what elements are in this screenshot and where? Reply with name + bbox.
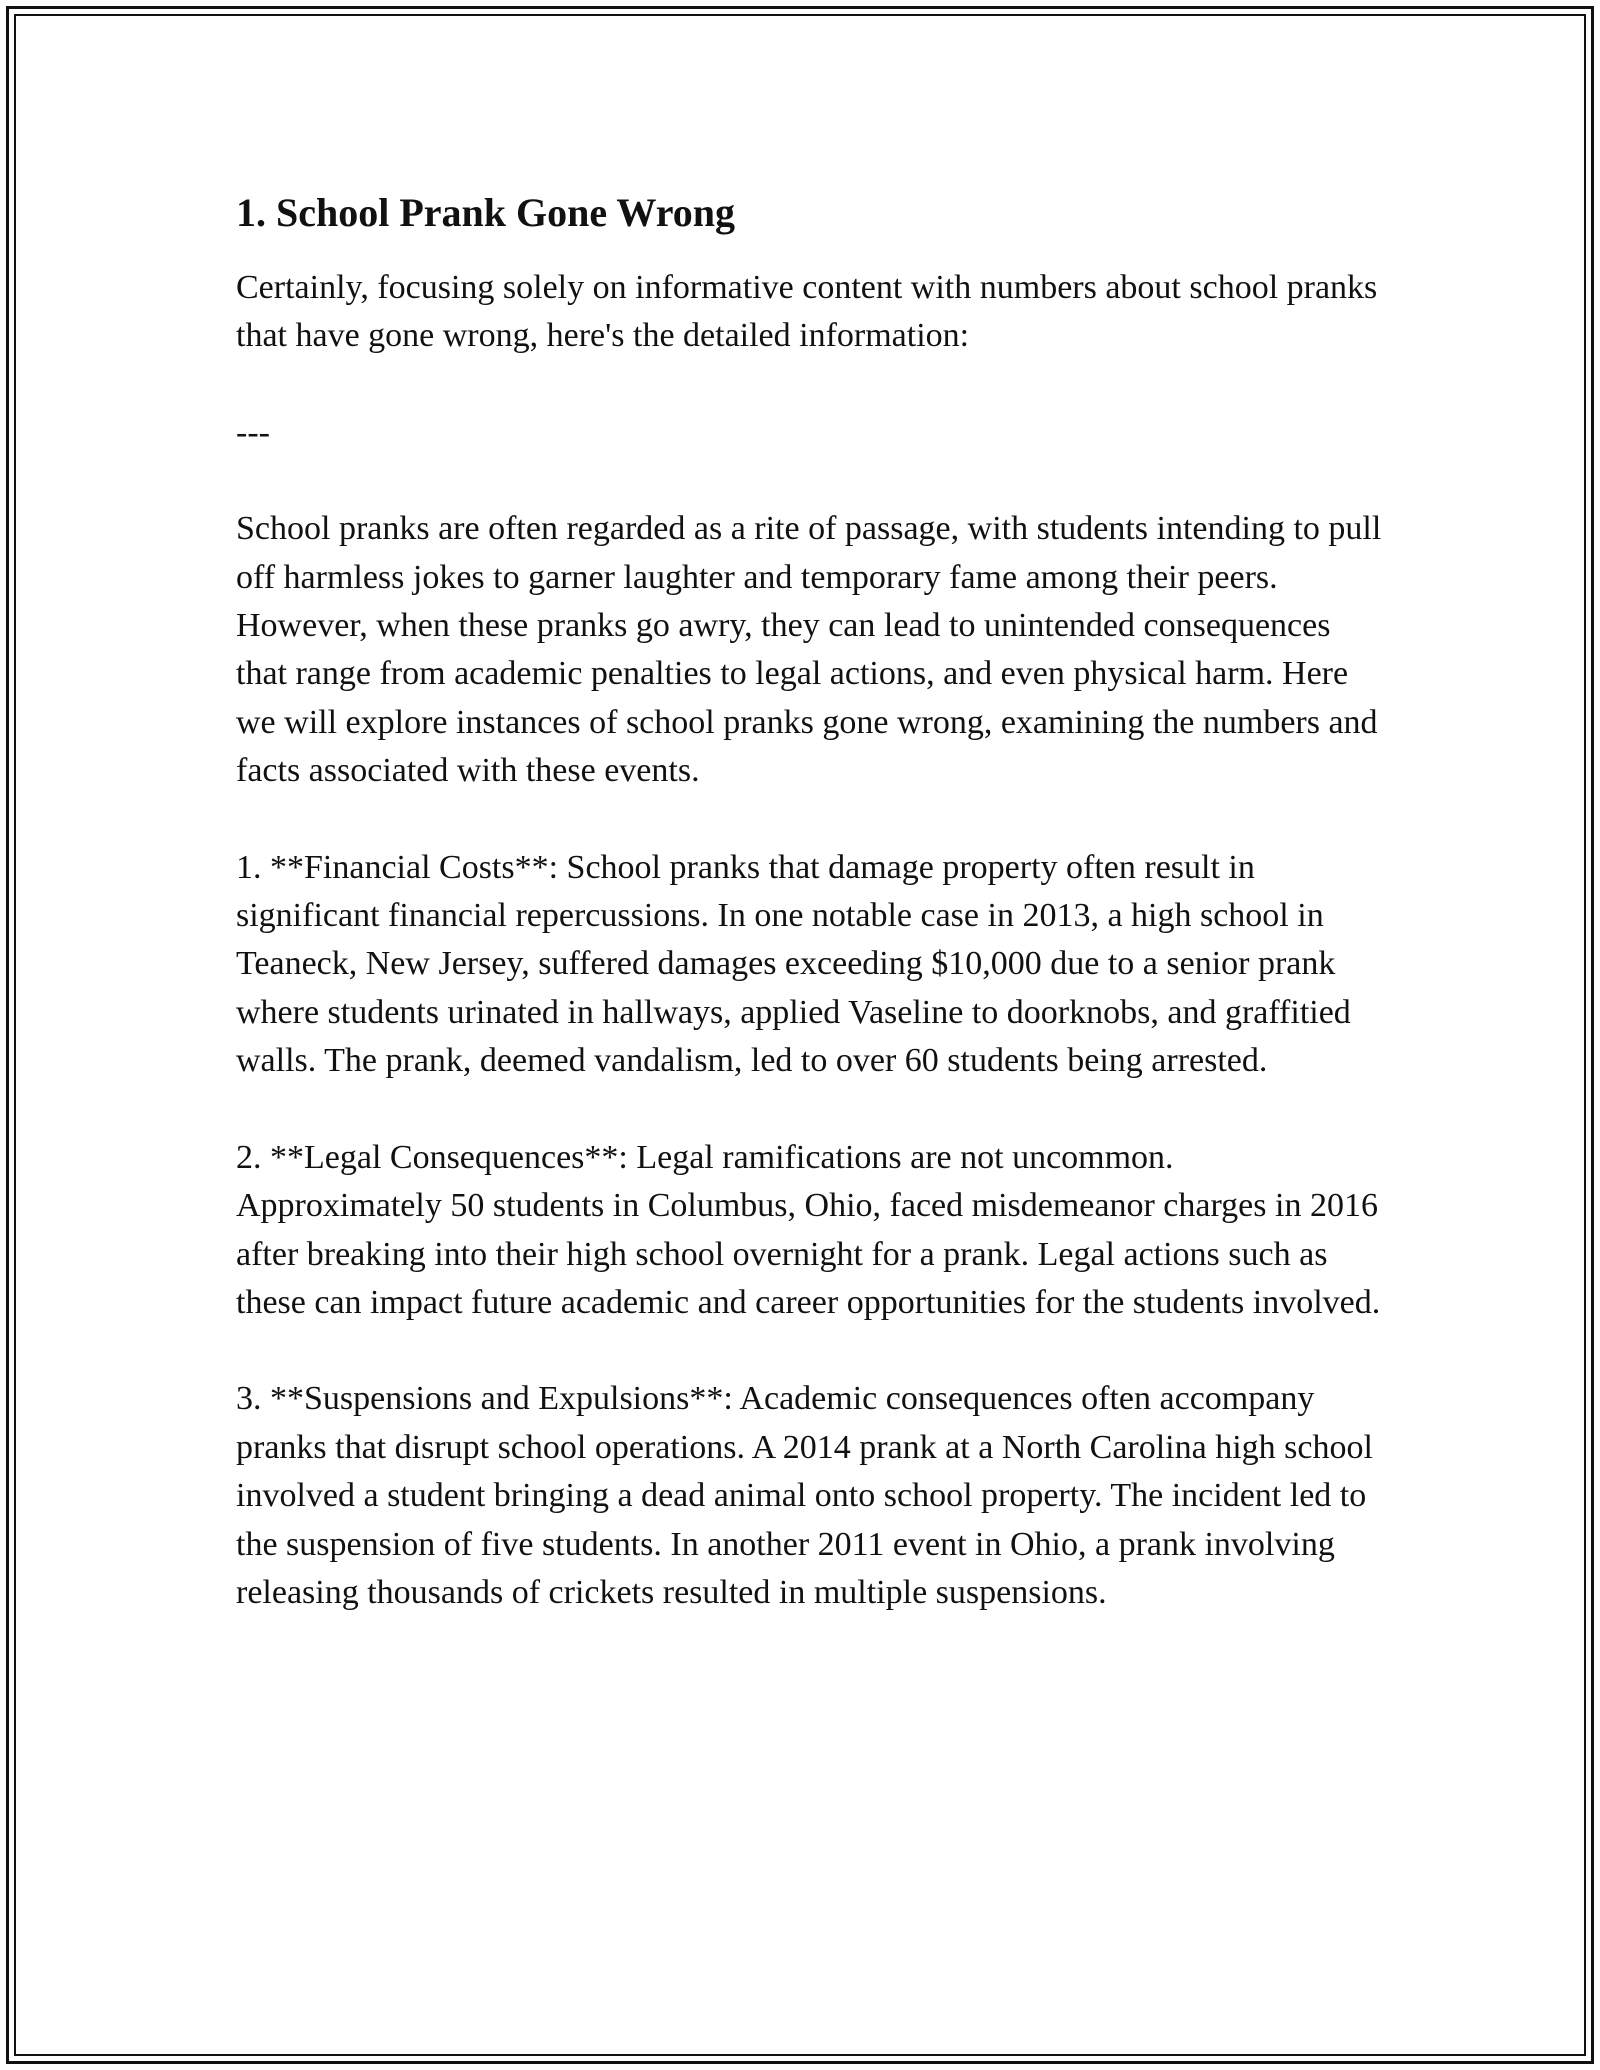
point-legal-consequences: 2. **Legal Consequences**: Legal ramifications are not uncommon. Approximately 50 students in Columbus, Ohio, faced misdemeanor charges in 2016 after breaking into their high school overnight for a prank. Legal actions such as these can impact future academic and career opportunities for the students involved. bbox=[236, 1138, 1381, 1321]
separator: --- bbox=[236, 413, 270, 451]
point-suspensions-expulsions: 3. **Suspensions and Expulsions**: Academic consequences often accompany pranks that disrupt school operations. A 2014 prank at a North Carolina high school involved a student bringing a dead animal onto school property. The incident led to the suspension of five students. In another 2011 event in Ohio, a prank involving releasing thousands of crickets resulted in multiple suspensions. bbox=[236, 1380, 1373, 1611]
point-financial-costs: 1. **Financial Costs**: School pranks that damage property often result in significant financial repercussions. In one notable case in 2013, a high school in Teaneck, New Jersey, suffered damages exceeding $10,000 due to a senior prank where students urinated in hallways, applied Vaseline to doorknobs, and graffitied walls. The prank, deemed vandalism, led to over 60 students being arrested. bbox=[236, 848, 1351, 1080]
overview-paragraph: School pranks are often regarded as a rite of passage, with students intending to pull off harmless jokes to garner laughter and temporary fame among their peers. However, when these pranks go awry, they can lead to unintended consequences that range from academic penalties to legal actions, and even physical harm. Here we will explore instances of school pranks gone wrong, examining the numbers and facts associated with these events. bbox=[236, 510, 1382, 790]
document-body bbox=[236, 188, 1386, 1665]
document-title: 1. School Prank Gone Wrong bbox=[236, 190, 735, 235]
intro-paragraph: Certainly, focusing solely on informative content with numbers about school pranks that have gone wrong, here's the detailed information: bbox=[236, 269, 1378, 355]
